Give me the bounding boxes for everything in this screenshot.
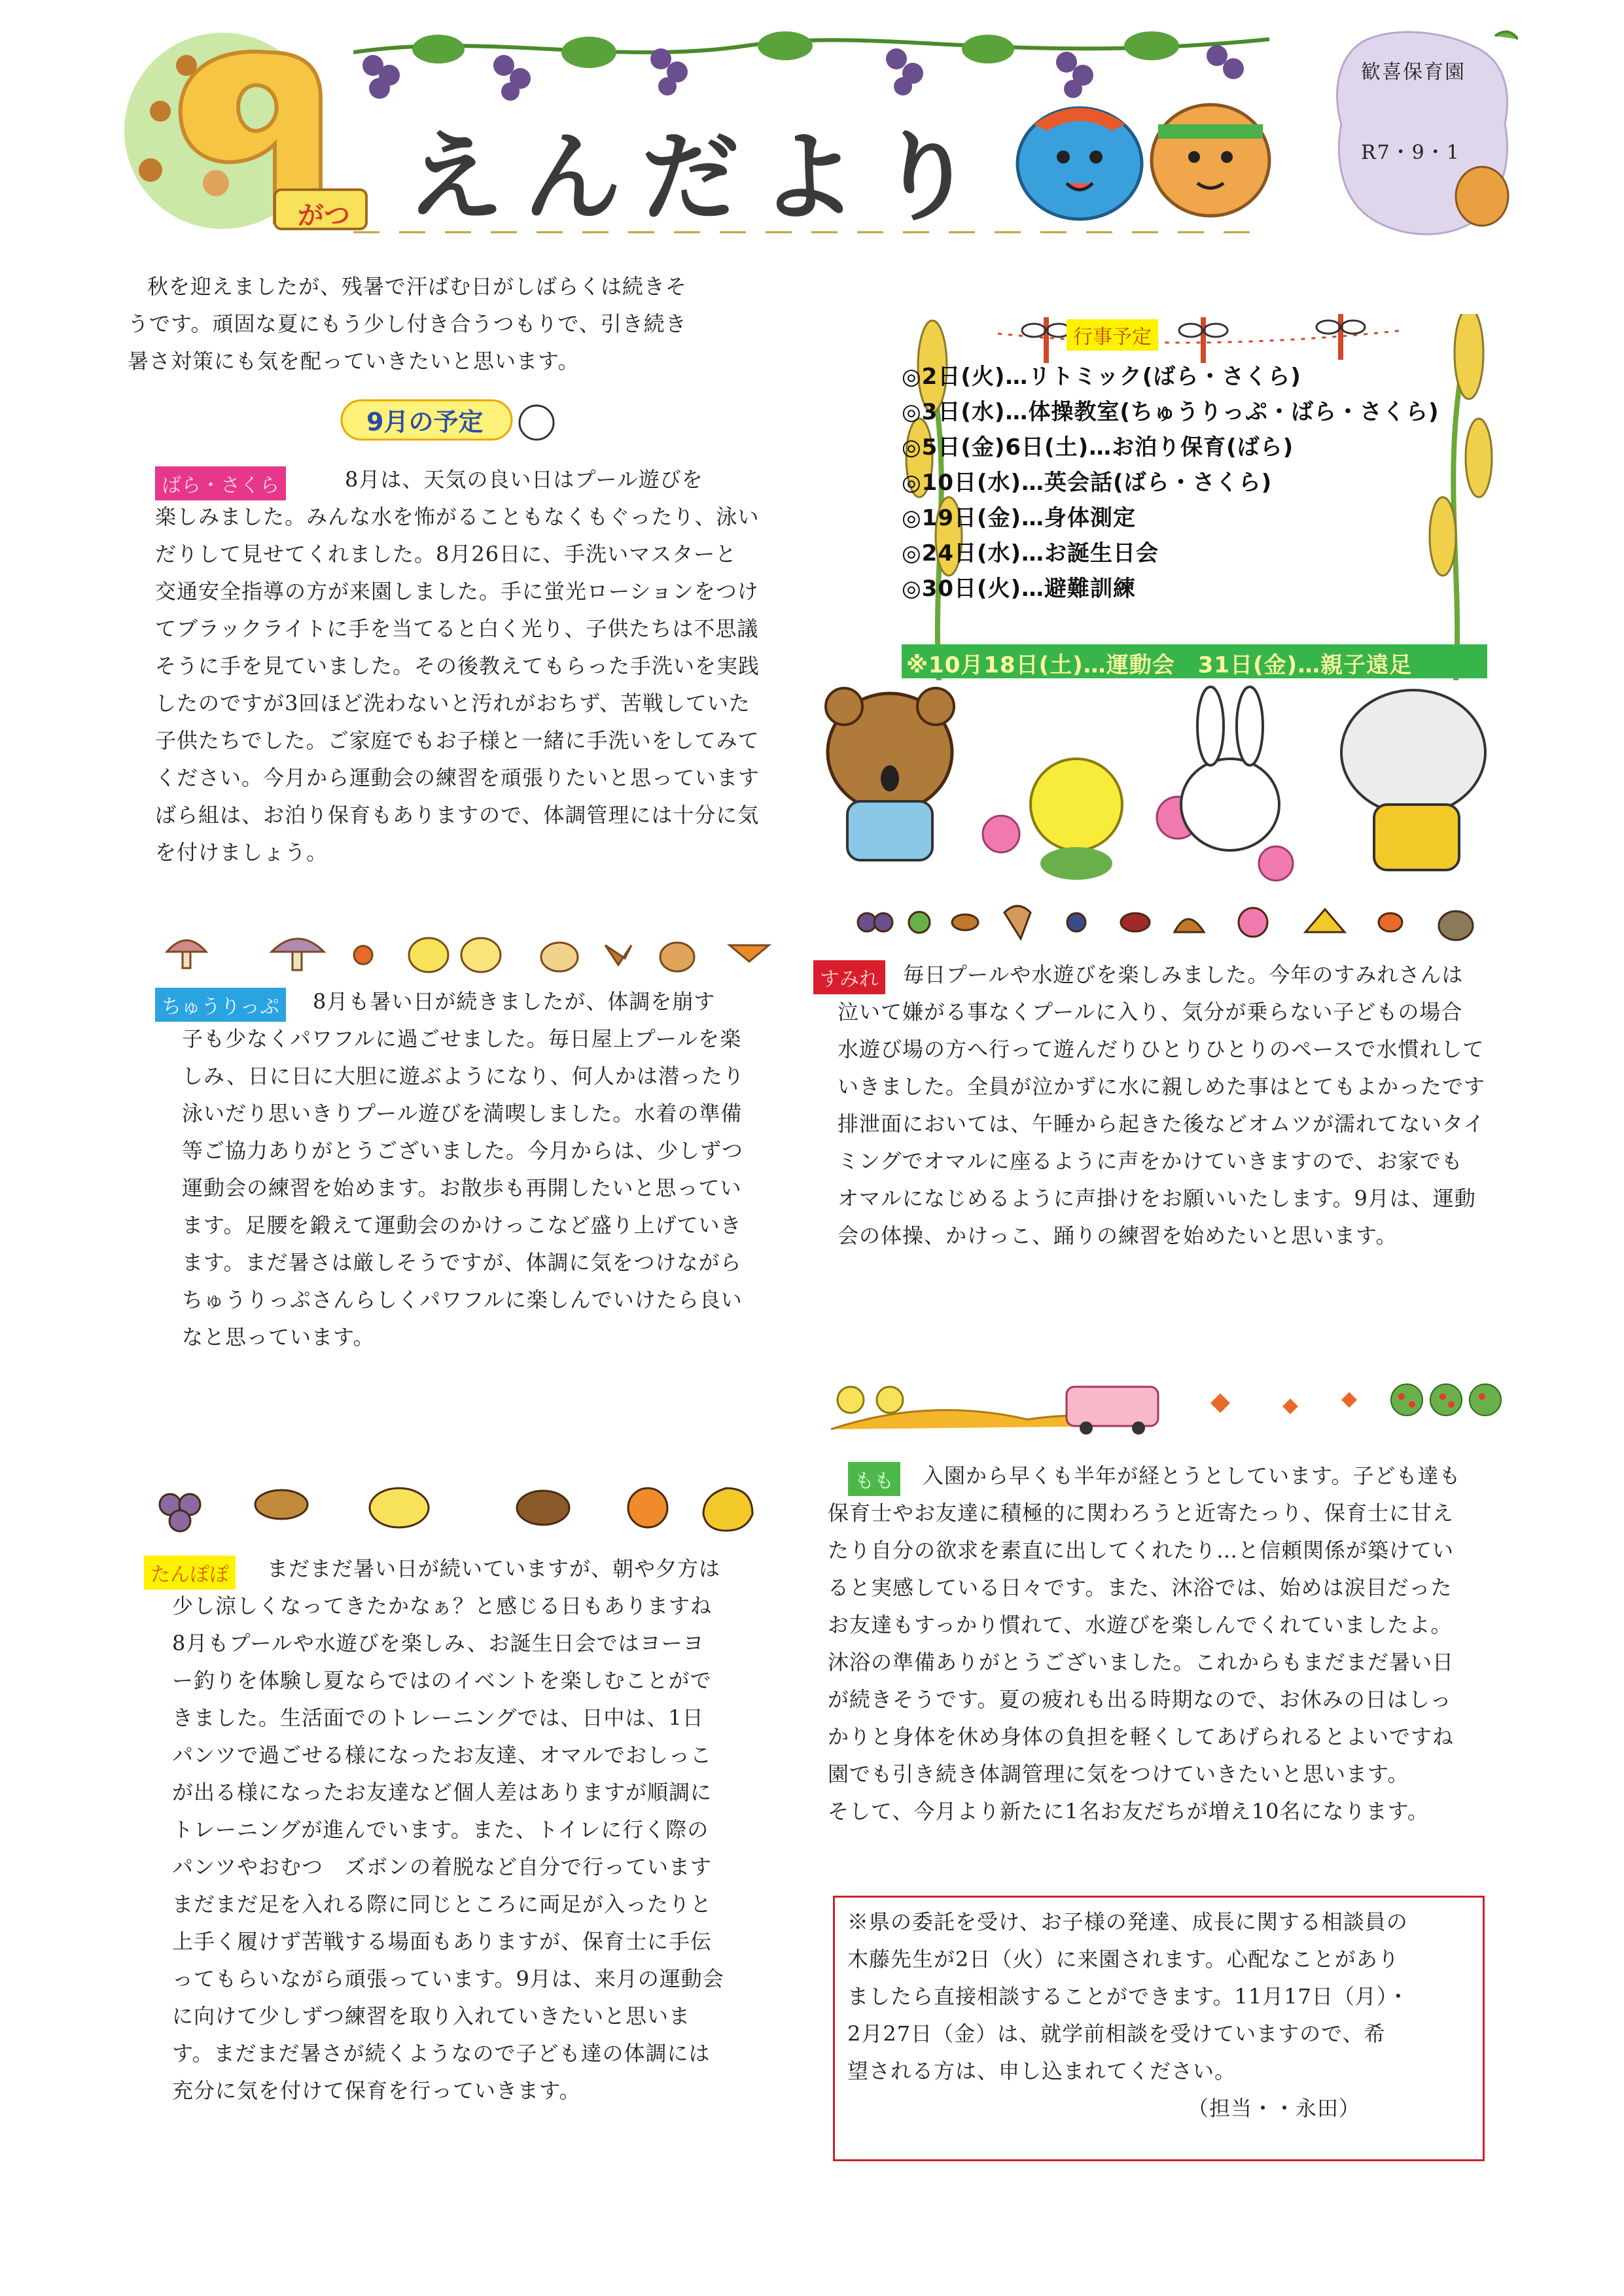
tanpopo-line: きました。生活面でのトレーニングでは、日中は、1日 xyxy=(172,1705,704,1730)
tanpopo-line: まだまだ足を入れる際に同じところに両足が入ったりと xyxy=(172,1892,713,1917)
tag-chuurippu: ちゅうりっぷ xyxy=(155,988,286,1022)
bara-line: したのですが3回ほど洗わないと汚れがおちず、苦戦していた xyxy=(155,691,750,716)
momo-line: かりと身体を休め身体の負担を軽くしてあげられるとよいですね xyxy=(828,1724,1455,1749)
momo-line: 保育士やお友達に積極的に関わろうと近寄たっり、保育士に甘え xyxy=(828,1501,1455,1525)
momo-line: 沐浴の準備ありがとうございました。これからもまだまだ暑い日 xyxy=(828,1650,1455,1675)
tanpopo-line: 8月もプールや水遊びを楽しみ、お誕生日会ではヨーヨ xyxy=(172,1631,705,1656)
sumire-line: 毎日プールや水遊びを楽しみました。今年のすみれさんは xyxy=(903,962,1464,987)
notice-signature: （担当・・永田） xyxy=(1188,2096,1361,2121)
tanpopo-line: 少し涼しくなってきたかなぁ？と感じる日もありますね xyxy=(172,1593,713,1618)
event-item: ◎30日(火)…避難訓練 xyxy=(902,576,1137,602)
bara-line: 交通安全指導の方が来園しました。手に蛍光ローションをつけ xyxy=(155,579,759,604)
momo-line: ると実感している日々です。また、沐浴では、始めは涙目だった xyxy=(828,1575,1453,1600)
momo-section xyxy=(828,1457,1502,1830)
bara-line: ばら組は、お泊り保育もありますので、体調管理には十分に気 xyxy=(155,803,760,827)
chuurippu-line: しみ、日に日に大胆に遊ぶようになり、何人かは潜ったり xyxy=(182,1064,745,1088)
tanpopo-line: ってもらいながら頑張っています。9月は、来月の運動会 xyxy=(172,1966,724,1991)
chuurippu-line: 泳いだり思いきりプール遊びを満喫しました。水着の準備 xyxy=(182,1101,743,1126)
event-item: ◎10日(水)…英会話(ばら・さくら) xyxy=(902,470,1273,496)
tanpopo-line: パンツやおむつ ズボンの着脱など自分で行っています xyxy=(172,1854,713,1879)
autumn-bus-border xyxy=(831,1370,1505,1436)
chuurippu-line: なと思っています。 xyxy=(182,1325,375,1349)
tanpopo-line: まだまだ暑い日が続いていますが、朝や夕方は xyxy=(267,1556,721,1581)
intro-line: 暑さ対策にも気を配っていきたいと思います。 xyxy=(128,349,580,374)
tanpopo-line: が出る様になったお友達など個人差はありますが順調に xyxy=(172,1780,713,1805)
month-suffix: がつ xyxy=(298,201,350,231)
notice-line: 2月27日（金）は、就学前相談を受けていますので、希 xyxy=(847,2021,1386,2046)
tanpopo-line: に向けて少しずつ練習を取り入れていきたいと思いま xyxy=(172,2004,691,2028)
intro-line: 秋を迎えましたが、残暑で汗ばむ日がしばらくは続きそ xyxy=(147,274,688,299)
bara-sakura-section xyxy=(155,461,809,871)
tag-momo: もも xyxy=(848,1462,900,1496)
bara-line: 楽しみました。みんな水を怖がることもなくもぐったり、泳い xyxy=(155,504,760,529)
momo-line: お友達もすっかり慣れて、水遊びを楽しんでくれていましたよ。 xyxy=(828,1612,1453,1637)
event-item: ◎19日(金)…身体測定 xyxy=(902,505,1137,531)
tanpopo-line: す。まだまだ暑さが続くようなので子ども達の体調には xyxy=(172,2041,711,2066)
sumire-line: 会の体操、かけっこ、踊りの練習を始めたいと思います。 xyxy=(838,1223,1398,1248)
animal-characters-illustration xyxy=(811,674,1498,890)
events-label: 行事予定 xyxy=(1067,319,1158,351)
page-title: えんだより xyxy=(406,121,995,235)
chuurippu-line: 等ご協力ありがとうございました。今月からは、少しずつ xyxy=(182,1138,744,1163)
bara-line: 8月は、天気の良い日はプール遊びを xyxy=(345,467,703,492)
sumire-line: 水遊び場の方へ行って遊んだりひとりひとりのペースで水慣れして xyxy=(838,1037,1485,1062)
bara-line: てブラックライトに手を当てると白く光り、子供たちは不思議 xyxy=(155,616,759,641)
autumn-harvest-border xyxy=(847,893,1508,945)
momo-line: 園でも引き続き体調管理に気をつけていきたいと思います。 xyxy=(828,1762,1409,1786)
event-item: ◎2日(火)…リトミック(ばら・さくら) xyxy=(902,364,1301,390)
momo-line: たり自分の欲求を素直に出してくれたり…と信頼関係が築けてい xyxy=(828,1538,1455,1563)
events-highlight: ※10月18日(土)…運動会 31日(金)…親子遠足 xyxy=(906,652,1413,678)
tanpopo-line: ー釣りを体験し夏ならではのイベントを楽しむことがで xyxy=(172,1668,712,1693)
chuurippu-line: 8月も暑い日が続きましたが、体調を崩す xyxy=(313,989,716,1014)
plan-badge-label: 9月の予定 xyxy=(366,408,484,436)
sumire-line: ミングでオマルに座るように声をかけていきますので、お家でも xyxy=(838,1149,1463,1174)
notice-line: ※県の委託を受け、お子様の発達、成長に関する相談員の xyxy=(847,1909,1408,1934)
momo-line: が続きそうです。夏の疲れも出る時期なので、お休みの日はしっ xyxy=(828,1687,1452,1712)
event-item: ◎24日(水)…お誕生日会 xyxy=(902,540,1159,566)
bara-line: を付けましょう。 xyxy=(155,840,328,865)
event-item: ◎5日(金)6日(土)…お泊り保育(ばら) xyxy=(902,434,1294,461)
chuurippu-line: 運動会の練習を始めます。お散歩も再開したいと思ってい xyxy=(182,1175,742,1200)
bara-line: そうに手を見ていました。その後教えてもらった手洗いを実践 xyxy=(155,653,760,678)
tanpopo-line: トレーニングが進んでいます。また、トイレに行く際の xyxy=(172,1817,709,1842)
autumn-fruit-border xyxy=(154,926,802,978)
notice-line: ましたら直接相談することができます。11月17日（月）・ xyxy=(847,1984,1409,2009)
sumire-section xyxy=(838,956,1505,1255)
intro-paragraph xyxy=(128,268,802,380)
bara-line: 子供たちでした。ご家庭でもお子様と一緒に手洗いをしてみて xyxy=(155,728,760,753)
header-divider xyxy=(353,229,1256,235)
events-list xyxy=(902,358,1491,606)
chuurippu-line: ます。まだ暑さは厳しそうですが、体調に気をつけながら xyxy=(182,1250,742,1275)
momo-line: 入園から早くも半年が経とうとしています。子ども達も xyxy=(923,1463,1461,1488)
tanpopo-line: パンツで過ごせる様になったお友達、オマルでおしっこ xyxy=(172,1743,713,1767)
character-mascots-illustration xyxy=(1008,85,1282,229)
bara-line: ください。今月から運動会の練習を頑張りたいと思っています xyxy=(155,765,760,790)
bara-line: だりして見せてくれました。8月26日に、手洗いマスターと xyxy=(155,542,737,566)
sumire-line: いきました。全員が泣かずに水に親しめた事はとてもよかったです xyxy=(838,1074,1486,1099)
tanpopo-section xyxy=(172,1550,800,2110)
sumire-line: 排泄面においては、午睡から起きた後などオムツが濡れてないタイ xyxy=(838,1111,1485,1136)
issue-date: R7・9・1 xyxy=(1361,141,1460,164)
school-name: 歓喜保育園 xyxy=(1361,61,1466,84)
tanpopo-line: 充分に気を付けて保育を行っていきます。 xyxy=(172,2078,581,2103)
chuurippu-line: ちゅうりっぷさんらしくパワフルに楽しんでいけたら良い xyxy=(182,1287,743,1312)
tag-sumire: すみれ xyxy=(813,960,885,994)
sumire-line: 泣いて嫌がる事なくプールに入り、気分が乗らない子どもの場合 xyxy=(838,1000,1463,1024)
chuurippu-line: 子も少なくパワフルに過ごせました。毎日屋上プールを楽 xyxy=(182,1026,742,1051)
notice-line: 望される方は、申し込まれてください。 xyxy=(847,2059,1237,2083)
tag-tanpopo: たんぽぽ xyxy=(144,1556,236,1590)
sumire-line: オマルになじめるように声掛けをお願いいたします。9月は、運動 xyxy=(838,1186,1476,1211)
consultation-notice xyxy=(847,1904,1475,2127)
tanpopo-line: 上手く履けず苦戦する場面もありますが、保育士に手伝 xyxy=(172,1929,713,1954)
tag-bara-sakura: ばら・さくら xyxy=(155,466,286,500)
event-item: ◎3日(水)…体操教室(ちゅうりっぷ・ばら・さくら) xyxy=(902,399,1439,425)
autumn-fruit-border-lower xyxy=(150,1475,779,1534)
chuurippu-section xyxy=(182,983,803,1356)
momo-line: そして、今月より新たに1名お友だちが増え10名になります。 xyxy=(828,1799,1429,1824)
chuurippu-line: ます。足腰を鍛えて運動会のかけっこなど盛り上げていき xyxy=(182,1213,742,1238)
notice-line: 木藤先生が2日（火）に来園されます。心配なことがあり xyxy=(847,1947,1400,1972)
intro-line: うです。頑固な夏にもう少し付き合うつもりで、引き続き xyxy=(128,311,687,336)
